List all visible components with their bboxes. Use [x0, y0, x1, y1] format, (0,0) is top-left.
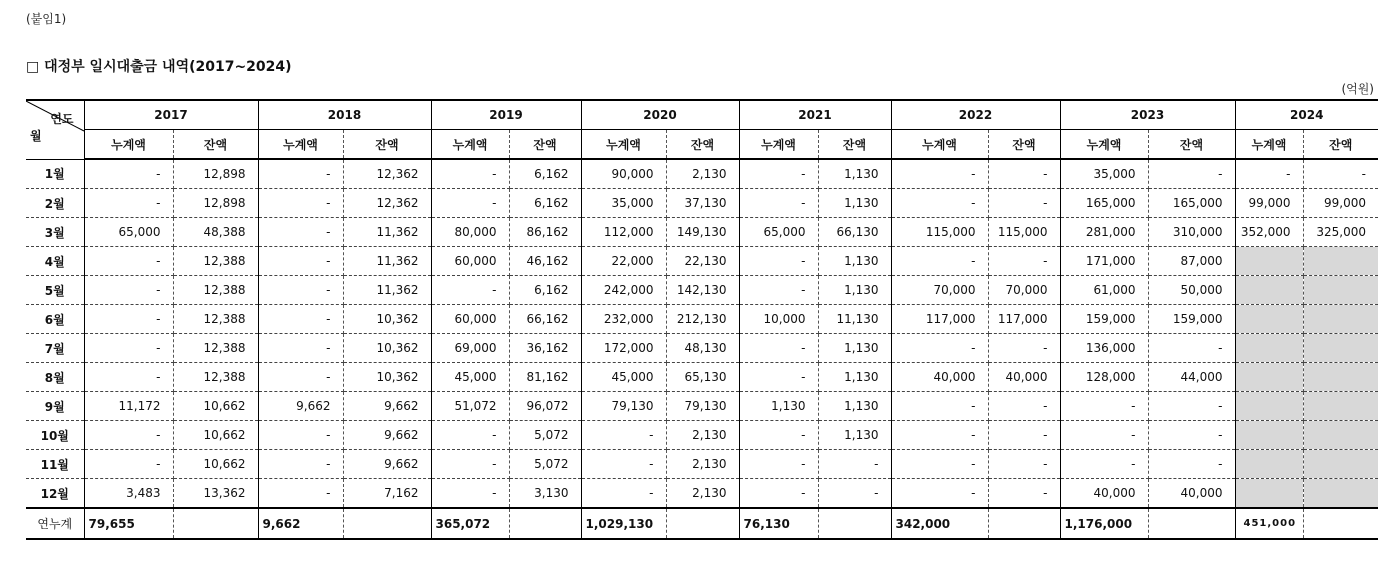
balance-cell: 48,130 — [666, 334, 739, 363]
balance-cell: - — [1303, 159, 1378, 189]
balance-cell — [1303, 276, 1378, 305]
cumulative-cell: 10,000 — [739, 305, 818, 334]
year-header-2021: 2021 — [739, 100, 891, 130]
cumulative-cell: 128,000 — [1060, 363, 1148, 392]
cumulative-cell: - — [84, 305, 173, 334]
cumulative-cell: 69,000 — [431, 334, 509, 363]
cumulative-cell: 61,000 — [1060, 276, 1148, 305]
sub-header-cumulative: 누계액 — [739, 130, 818, 160]
footer-label: 연누계 — [26, 508, 84, 539]
cumulative-cell: 90,000 — [581, 159, 666, 189]
balance-cell: 11,362 — [343, 276, 431, 305]
balance-cell: 48,388 — [173, 218, 258, 247]
year-header-2019: 2019 — [431, 100, 581, 130]
cumulative-cell: - — [84, 363, 173, 392]
cumulative-cell: - — [739, 276, 818, 305]
month-label: 6월 — [26, 305, 84, 334]
balance-cell: - — [1148, 421, 1235, 450]
unit-label: (억원) — [1341, 82, 1374, 96]
annual-total-cell: 1,029,130 — [581, 508, 666, 539]
balance-cell: 6,162 — [509, 189, 581, 218]
table-row — [26, 479, 1378, 509]
cumulative-cell: - — [739, 247, 818, 276]
sub-header-balance: 잔액 — [173, 130, 258, 160]
cumulative-cell: 117,000 — [891, 305, 988, 334]
annual-total-cell: 1,176,000 — [1060, 508, 1148, 539]
cumulative-cell: - — [891, 479, 988, 509]
sub-header-cumulative: 누계액 — [84, 130, 173, 160]
balance-cell: 1,130 — [818, 276, 891, 305]
balance-cell: 99,000 — [1303, 189, 1378, 218]
cumulative-cell: 11,172 — [84, 392, 173, 421]
cumulative-cell: - — [1060, 450, 1148, 479]
balance-cell: 9,662 — [343, 421, 431, 450]
balance-cell: 142,130 — [666, 276, 739, 305]
balance-cell: 159,000 — [1148, 305, 1235, 334]
balance-cell: 11,362 — [343, 247, 431, 276]
footer-empty-cell — [818, 508, 891, 539]
balance-cell: 7,162 — [343, 479, 431, 509]
balance-cell: 96,072 — [509, 392, 581, 421]
cumulative-cell: - — [258, 189, 343, 218]
cumulative-cell: 99,000 — [1235, 189, 1303, 218]
balance-cell: - — [988, 159, 1060, 189]
cumulative-cell: 35,000 — [1060, 159, 1148, 189]
cumulative-cell: 281,000 — [1060, 218, 1148, 247]
cumulative-cell: 80,000 — [431, 218, 509, 247]
balance-cell: - — [988, 392, 1060, 421]
cumulative-cell: - — [258, 363, 343, 392]
cumulative-cell: - — [84, 276, 173, 305]
balance-cell — [1303, 392, 1378, 421]
sub-header-cumulative: 누계액 — [1235, 130, 1303, 160]
cumulative-cell: - — [258, 218, 343, 247]
cumulative-cell: 45,000 — [431, 363, 509, 392]
annual-total-cell: 9,662 — [258, 508, 343, 539]
balance-cell: - — [1148, 334, 1235, 363]
cumulative-cell: - — [84, 189, 173, 218]
year-header-2018: 2018 — [258, 100, 431, 130]
year-header-2017: 2017 — [84, 100, 258, 130]
footer-empty-cell — [1148, 508, 1235, 539]
cumulative-cell: - — [84, 159, 173, 189]
balance-cell: 1,130 — [818, 247, 891, 276]
balance-cell: 10,662 — [173, 392, 258, 421]
cumulative-cell — [1235, 392, 1303, 421]
year-header-2022: 2022 — [891, 100, 1060, 130]
cumulative-cell: - — [258, 276, 343, 305]
attachment-label: (붙임1) — [26, 12, 67, 26]
cumulative-cell: 172,000 — [581, 334, 666, 363]
cumulative-cell: - — [739, 189, 818, 218]
sub-header-cumulative: 누계액 — [581, 130, 666, 160]
balance-cell: 40,000 — [988, 363, 1060, 392]
annual-total-cell: 365,072 — [431, 508, 509, 539]
balance-cell: 325,000 — [1303, 218, 1378, 247]
month-label: 7월 — [26, 334, 84, 363]
balance-cell: - — [988, 247, 1060, 276]
cumulative-cell: 40,000 — [891, 363, 988, 392]
cumulative-cell — [1235, 421, 1303, 450]
balance-cell: - — [988, 450, 1060, 479]
balance-cell: 11,362 — [343, 218, 431, 247]
cumulative-cell: 352,000 — [1235, 218, 1303, 247]
cumulative-cell: - — [581, 479, 666, 509]
balance-cell: - — [818, 450, 891, 479]
cumulative-cell: 112,000 — [581, 218, 666, 247]
balance-cell: 10,362 — [343, 334, 431, 363]
cumulative-cell: 40,000 — [1060, 479, 1148, 509]
month-label: 3월 — [26, 218, 84, 247]
cumulative-cell: - — [1060, 421, 1148, 450]
month-label: 9월 — [26, 392, 84, 421]
year-header-2023: 2023 — [1060, 100, 1235, 130]
balance-cell: 212,130 — [666, 305, 739, 334]
cumulative-cell: - — [891, 334, 988, 363]
year-header-2024: 2024 — [1235, 100, 1378, 130]
cumulative-cell: - — [431, 159, 509, 189]
balance-cell — [1303, 363, 1378, 392]
loan-table — [26, 99, 1378, 540]
balance-cell — [1303, 450, 1378, 479]
cumulative-cell: 79,130 — [581, 392, 666, 421]
month-label: 12월 — [26, 479, 84, 509]
cumulative-cell: 45,000 — [581, 363, 666, 392]
month-label: 2월 — [26, 189, 84, 218]
cumulative-cell: 60,000 — [431, 305, 509, 334]
cumulative-cell: - — [431, 276, 509, 305]
cumulative-cell: - — [891, 159, 988, 189]
cumulative-cell: 159,000 — [1060, 305, 1148, 334]
footer-empty-cell — [509, 508, 581, 539]
annual-total-cell: 451,000 — [1235, 508, 1303, 539]
annual-total-cell: 342,000 — [891, 508, 988, 539]
cumulative-cell: - — [891, 247, 988, 276]
balance-cell: 6,162 — [509, 159, 581, 189]
cumulative-cell: - — [84, 247, 173, 276]
footer-row — [26, 508, 1378, 539]
balance-cell: 12,388 — [173, 247, 258, 276]
balance-cell: 10,662 — [173, 450, 258, 479]
cumulative-cell: 70,000 — [891, 276, 988, 305]
cumulative-cell: 115,000 — [891, 218, 988, 247]
balance-cell: 10,662 — [173, 421, 258, 450]
cumulative-cell: - — [431, 189, 509, 218]
month-label: 1월 — [26, 159, 84, 189]
balance-cell: 12,898 — [173, 189, 258, 218]
cumulative-cell: - — [431, 479, 509, 509]
balance-cell: 81,162 — [509, 363, 581, 392]
table-row — [26, 159, 1378, 189]
cumulative-cell: - — [739, 159, 818, 189]
balance-cell: 3,130 — [509, 479, 581, 509]
cumulative-cell: - — [258, 334, 343, 363]
table-row — [26, 392, 1378, 421]
cumulative-cell — [1235, 363, 1303, 392]
cumulative-cell: 22,000 — [581, 247, 666, 276]
balance-cell: 12,388 — [173, 305, 258, 334]
balance-cell: 12,362 — [343, 189, 431, 218]
cumulative-cell: 65,000 — [739, 218, 818, 247]
year-header-row — [26, 100, 1378, 130]
cumulative-cell: - — [258, 421, 343, 450]
cumulative-cell: - — [891, 450, 988, 479]
cumulative-cell: 171,000 — [1060, 247, 1148, 276]
month-label: 10월 — [26, 421, 84, 450]
balance-cell: - — [988, 334, 1060, 363]
footer-empty-cell — [988, 508, 1060, 539]
cumulative-cell: - — [1235, 159, 1303, 189]
table-row — [26, 450, 1378, 479]
balance-cell: 70,000 — [988, 276, 1060, 305]
cumulative-cell: - — [739, 421, 818, 450]
balance-cell: - — [988, 421, 1060, 450]
cumulative-cell: - — [258, 247, 343, 276]
balance-cell: 12,362 — [343, 159, 431, 189]
balance-cell: 13,362 — [173, 479, 258, 509]
balance-cell: 10,362 — [343, 305, 431, 334]
cumulative-cell: - — [581, 450, 666, 479]
balance-cell — [1303, 305, 1378, 334]
table-row — [26, 421, 1378, 450]
table-title: □ 대정부 일시대출금 내역(2017~2024) — [26, 59, 292, 75]
balance-cell: 2,130 — [666, 421, 739, 450]
cumulative-cell: - — [431, 421, 509, 450]
balance-cell: 117,000 — [988, 305, 1060, 334]
cumulative-cell: - — [739, 479, 818, 509]
cumulative-cell: 35,000 — [581, 189, 666, 218]
cumulative-cell — [1235, 247, 1303, 276]
balance-cell: 65,130 — [666, 363, 739, 392]
cumulative-cell: 1,130 — [739, 392, 818, 421]
balance-cell: 86,162 — [509, 218, 581, 247]
table-row — [26, 334, 1378, 363]
cumulative-cell — [1235, 334, 1303, 363]
footer-empty-cell — [666, 508, 739, 539]
balance-cell: 6,162 — [509, 276, 581, 305]
sub-header-balance: 잔액 — [343, 130, 431, 160]
sub-header-row — [26, 130, 1378, 160]
cumulative-cell: 9,662 — [258, 392, 343, 421]
footer-empty-cell — [173, 508, 258, 539]
cumulative-cell: - — [581, 421, 666, 450]
cumulative-cell: - — [84, 421, 173, 450]
balance-cell: - — [818, 479, 891, 509]
cumulative-cell: 232,000 — [581, 305, 666, 334]
cumulative-cell: 165,000 — [1060, 189, 1148, 218]
balance-cell: 115,000 — [988, 218, 1060, 247]
balance-cell: 37,130 — [666, 189, 739, 218]
balance-cell: - — [1148, 450, 1235, 479]
cumulative-cell: - — [1060, 392, 1148, 421]
sub-header-balance: 잔액 — [988, 130, 1060, 160]
balance-cell: 10,362 — [343, 363, 431, 392]
balance-cell: 310,000 — [1148, 218, 1235, 247]
cumulative-cell: - — [739, 363, 818, 392]
annual-total-cell: 76,130 — [739, 508, 818, 539]
footer-empty-cell — [1303, 508, 1378, 539]
balance-cell: 12,898 — [173, 159, 258, 189]
balance-cell — [1303, 421, 1378, 450]
balance-cell: 12,388 — [173, 363, 258, 392]
balance-cell: 1,130 — [818, 159, 891, 189]
cumulative-cell: - — [258, 450, 343, 479]
table-row — [26, 247, 1378, 276]
cumulative-cell: - — [84, 334, 173, 363]
balance-cell: 44,000 — [1148, 363, 1235, 392]
balance-cell: 165,000 — [1148, 189, 1235, 218]
corner-year-label: 연도 — [50, 112, 74, 126]
balance-cell: 5,072 — [509, 450, 581, 479]
balance-cell: 87,000 — [1148, 247, 1235, 276]
month-label: 5월 — [26, 276, 84, 305]
footer-empty-cell — [343, 508, 431, 539]
balance-cell: 2,130 — [666, 479, 739, 509]
balance-cell: 12,388 — [173, 334, 258, 363]
cumulative-cell: - — [258, 479, 343, 509]
sub-header-balance: 잔액 — [666, 130, 739, 160]
balance-cell — [1303, 479, 1378, 509]
sub-header-balance: 잔액 — [1303, 130, 1378, 160]
cumulative-cell: 136,000 — [1060, 334, 1148, 363]
cumulative-cell: - — [891, 421, 988, 450]
cumulative-cell: - — [739, 450, 818, 479]
balance-cell: 9,662 — [343, 450, 431, 479]
sub-header-cumulative: 누계액 — [891, 130, 988, 160]
balance-cell: 66,162 — [509, 305, 581, 334]
balance-cell: 2,130 — [666, 159, 739, 189]
sub-header-balance: 잔액 — [1148, 130, 1235, 160]
sub-header-balance: 잔액 — [509, 130, 581, 160]
balance-cell: 36,162 — [509, 334, 581, 363]
balance-cell: 66,130 — [818, 218, 891, 247]
table-row — [26, 363, 1378, 392]
sub-header-cumulative: 누계액 — [258, 130, 343, 160]
balance-cell: 50,000 — [1148, 276, 1235, 305]
balance-cell: 149,130 — [666, 218, 739, 247]
balance-cell: - — [988, 189, 1060, 218]
corner-month-label: 월 — [30, 129, 42, 143]
cumulative-cell — [1235, 450, 1303, 479]
balance-cell — [1303, 247, 1378, 276]
cumulative-cell — [1235, 479, 1303, 509]
cumulative-cell — [1235, 276, 1303, 305]
month-label: 11월 — [26, 450, 84, 479]
cumulative-cell: 65,000 — [84, 218, 173, 247]
balance-cell: 1,130 — [818, 363, 891, 392]
cumulative-cell: - — [739, 334, 818, 363]
balance-cell: 9,662 — [343, 392, 431, 421]
balance-cell: 79,130 — [666, 392, 739, 421]
table-row — [26, 218, 1378, 247]
balance-cell: 5,072 — [509, 421, 581, 450]
cumulative-cell: 242,000 — [581, 276, 666, 305]
annual-total-cell: 79,655 — [84, 508, 173, 539]
balance-cell: 46,162 — [509, 247, 581, 276]
balance-cell: 40,000 — [1148, 479, 1235, 509]
balance-cell: 1,130 — [818, 392, 891, 421]
table-row — [26, 276, 1378, 305]
cumulative-cell: 3,483 — [84, 479, 173, 509]
balance-cell: 12,388 — [173, 276, 258, 305]
balance-cell: 1,130 — [818, 421, 891, 450]
cumulative-cell: - — [258, 305, 343, 334]
balance-cell: 1,130 — [818, 334, 891, 363]
sub-header-cumulative: 누계액 — [1060, 130, 1148, 160]
sub-header-balance: 잔액 — [818, 130, 891, 160]
cumulative-cell: 60,000 — [431, 247, 509, 276]
year-header-2020: 2020 — [581, 100, 739, 130]
cumulative-cell: - — [891, 189, 988, 218]
cumulative-cell: 51,072 — [431, 392, 509, 421]
month-label: 4월 — [26, 247, 84, 276]
cumulative-cell: - — [84, 450, 173, 479]
balance-cell: - — [1148, 392, 1235, 421]
balance-cell: 22,130 — [666, 247, 739, 276]
balance-cell: 2,130 — [666, 450, 739, 479]
table-row — [26, 305, 1378, 334]
balance-cell: - — [988, 479, 1060, 509]
balance-cell — [1303, 334, 1378, 363]
cumulative-cell: - — [258, 159, 343, 189]
balance-cell: 1,130 — [818, 189, 891, 218]
table-row — [26, 189, 1378, 218]
cumulative-cell: - — [431, 450, 509, 479]
month-label: 8월 — [26, 363, 84, 392]
corner-cell — [26, 100, 84, 159]
balance-cell: 11,130 — [818, 305, 891, 334]
sub-header-cumulative: 누계액 — [431, 130, 509, 160]
cumulative-cell — [1235, 305, 1303, 334]
cumulative-cell: - — [891, 392, 988, 421]
balance-cell: - — [1148, 159, 1235, 189]
